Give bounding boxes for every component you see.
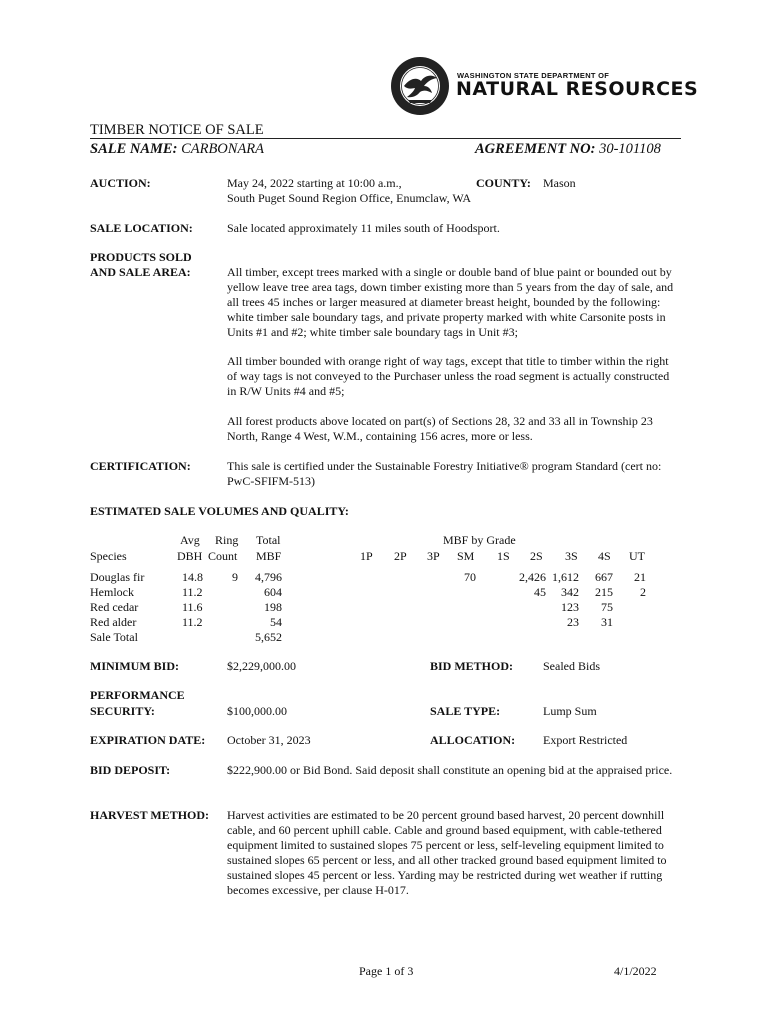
sale-name-row: [90, 141, 264, 158]
header-divider: [90, 138, 681, 139]
col-header-grade-1p: 1P: [360, 549, 373, 563]
harvest-method-label: HARVEST METHOD:: [90, 808, 210, 822]
total-mbf-cell: 4,796: [255, 570, 282, 584]
grade-2s-cell: 2,426: [519, 570, 546, 584]
avg-dbh-cell: 11.2: [182, 615, 203, 629]
performance-security-value: $100,000.00: [227, 704, 287, 718]
products-paragraph-1: All timber, except trees marked with a single or double band of blue paint or bounded out by yellow leave tree area tags, down timber existing more than 5 years from the day of sale, and all trees 45 inches or larger measured at diameter breast height, bounded by the following: white timber sale boundary tags, and private property marked with white Carsonite posts in Units #1 and #2; white timber sale boundary tags in Unit #3;: [227, 265, 674, 339]
dnr-seal-icon: [390, 56, 450, 116]
total-mbf-cell: 5,652: [255, 630, 282, 644]
certification-text: This sale is certified under the Sustainable Forestry Initiative® program Standard (cert no: PwC-SFIFM-513): [227, 459, 662, 488]
grade-4s-cell: 667: [595, 570, 613, 584]
agreement-label: AGREEMENT NO:: [475, 141, 596, 157]
grade-4s-cell: 31: [601, 615, 613, 629]
col-header-mbf-by-grade: MBF by Grade: [443, 533, 516, 547]
sale-type-label: SALE TYPE:: [430, 704, 501, 718]
ut-cell: 2: [640, 585, 646, 599]
col-header-grade-2s: 2S: [530, 549, 543, 563]
document-title: TIMBER NOTICE OF SALE: [90, 122, 264, 138]
expiration-date-label: EXPIRATION DATE:: [90, 733, 206, 747]
ring-count-cell: 9: [232, 570, 238, 584]
allocation-label: ALLOCATION:: [430, 733, 516, 747]
grade-3s-cell: 342: [561, 585, 579, 599]
col-header-ring: Ring: [215, 533, 239, 547]
col-header-grade-sm: SM: [457, 549, 475, 563]
ut-cell: 21: [634, 570, 646, 584]
grade-2s-cell: 45: [534, 585, 546, 599]
footer-date: 4/1/2022: [614, 964, 657, 978]
total-mbf-cell: 54: [270, 615, 282, 629]
products-paragraph-2: All timber bounded with orange right of way tags, except that title to timber within the right of way tags is not conveyed to the Purchaser unless the road segment is actually constructed in R/W Units #4 and #5;: [227, 354, 670, 398]
bid-deposit-label: BID DEPOSIT:: [90, 763, 171, 777]
grade-3s-cell: 1,612: [552, 570, 579, 584]
agency-name: NATURAL RESOURCES: [456, 78, 699, 100]
col-header-grade-ut: UT: [629, 549, 645, 563]
col-header-mbf: MBF: [256, 549, 282, 563]
sale-name-label: SALE NAME:: [90, 141, 178, 157]
col-header-total: Total: [256, 533, 281, 547]
auction-label: AUCTION:: [90, 176, 151, 190]
products-label-line-2: AND SALE AREA:: [90, 265, 191, 279]
volumes-heading: ESTIMATED SALE VOLUMES AND QUALITY:: [90, 504, 349, 518]
products-paragraph-3: All forest products above located on part(s) of Sections 28, 32 and 33 all in Township 23 North, Range 4 West, W.M., containing 156 acres, more or less.: [227, 414, 653, 443]
performance-label-line-2: SECURITY:: [90, 704, 155, 718]
col-header-species: Species: [90, 549, 127, 563]
sm-cell: 70: [464, 570, 476, 584]
sale-name-value: CARBONARA: [181, 141, 265, 157]
sale-location-label: SALE LOCATION:: [90, 221, 193, 235]
certification-label: CERTIFICATION:: [90, 459, 191, 473]
agreement-row: [475, 141, 661, 158]
minimum-bid-label: MINIMUM BID:: [90, 659, 179, 673]
col-header-dbh: DBH: [177, 549, 203, 563]
products-label-line-1: PRODUCTS SOLD: [90, 250, 192, 264]
col-header-grade-3p: 3P: [427, 549, 440, 563]
grade-4s-cell: 75: [601, 600, 613, 614]
grade-3s-cell: 123: [561, 600, 579, 614]
species-cell: Hemlock: [90, 585, 134, 599]
minimum-bid-value: $2,229,000.00: [227, 659, 296, 673]
total-mbf-cell: 198: [264, 600, 282, 614]
allocation-value: Export Restricted: [543, 733, 628, 747]
bid-deposit-text: $222,900.00 or Bid Bond. Said deposit shall constitute an opening bid at the appraised price.: [227, 763, 673, 777]
col-header-avg: Avg: [180, 533, 200, 547]
page-number: Page 1 of 3: [359, 964, 414, 978]
col-header-count: Count: [208, 549, 238, 563]
performance-label-line-1: PERFORMANCE: [90, 688, 185, 702]
total-mbf-cell: 604: [264, 585, 282, 599]
species-cell: Red cedar: [90, 600, 139, 614]
col-header-grade-4s: 4S: [598, 549, 611, 563]
auction-line-1: May 24, 2022 starting at 10:00 a.m.,: [227, 176, 402, 190]
grade-4s-cell: 215: [595, 585, 613, 599]
auction-line-2: South Puget Sound Region Office, Enumclaw, WA: [227, 191, 472, 205]
col-header-grade-1s: 1S: [497, 549, 510, 563]
species-cell: Red alder: [90, 615, 137, 629]
harvest-method-text: Harvest activities are estimated to be 20 percent ground based harvest, 20 percent downhill cable, and 60 percent uphill cable. Cable and ground based equipment, with cable-tethered equipment limited to sustained slopes 75 percent or less, self-leveling equipment limited to sustained slopes 65 percent or less, and all other tracked ground based equipment limited to sustained slopes 45 percent or less. Yarding may be restricted during wet weather if rutting becomes excessive, per clause H-017.: [227, 808, 667, 897]
species-cell: Sale Total: [90, 630, 138, 644]
grade-3s-cell: 23: [567, 615, 579, 629]
agency-line: WASHINGTON STATE DEPARTMENT OF: [457, 71, 610, 80]
avg-dbh-cell: 14.8: [182, 570, 203, 584]
avg-dbh-cell: 11.2: [182, 585, 203, 599]
col-header-grade-3s: 3S: [565, 549, 578, 563]
species-cell: Douglas fir: [90, 570, 145, 584]
agreement-number: 30-101108: [599, 141, 661, 157]
sale-type-value: Lump Sum: [543, 704, 597, 718]
avg-dbh-cell: 11.6: [182, 600, 203, 614]
sale-location-text: Sale located approximately 11 miles south of Hoodsport.: [227, 221, 500, 235]
bid-method-label: BID METHOD:: [430, 659, 514, 673]
bid-method-value: Sealed Bids: [543, 659, 600, 673]
expiration-date-value: October 31, 2023: [227, 733, 311, 747]
county-value: Mason: [543, 176, 576, 190]
county-label: COUNTY:: [476, 176, 531, 190]
col-header-grade-2p: 2P: [394, 549, 407, 563]
